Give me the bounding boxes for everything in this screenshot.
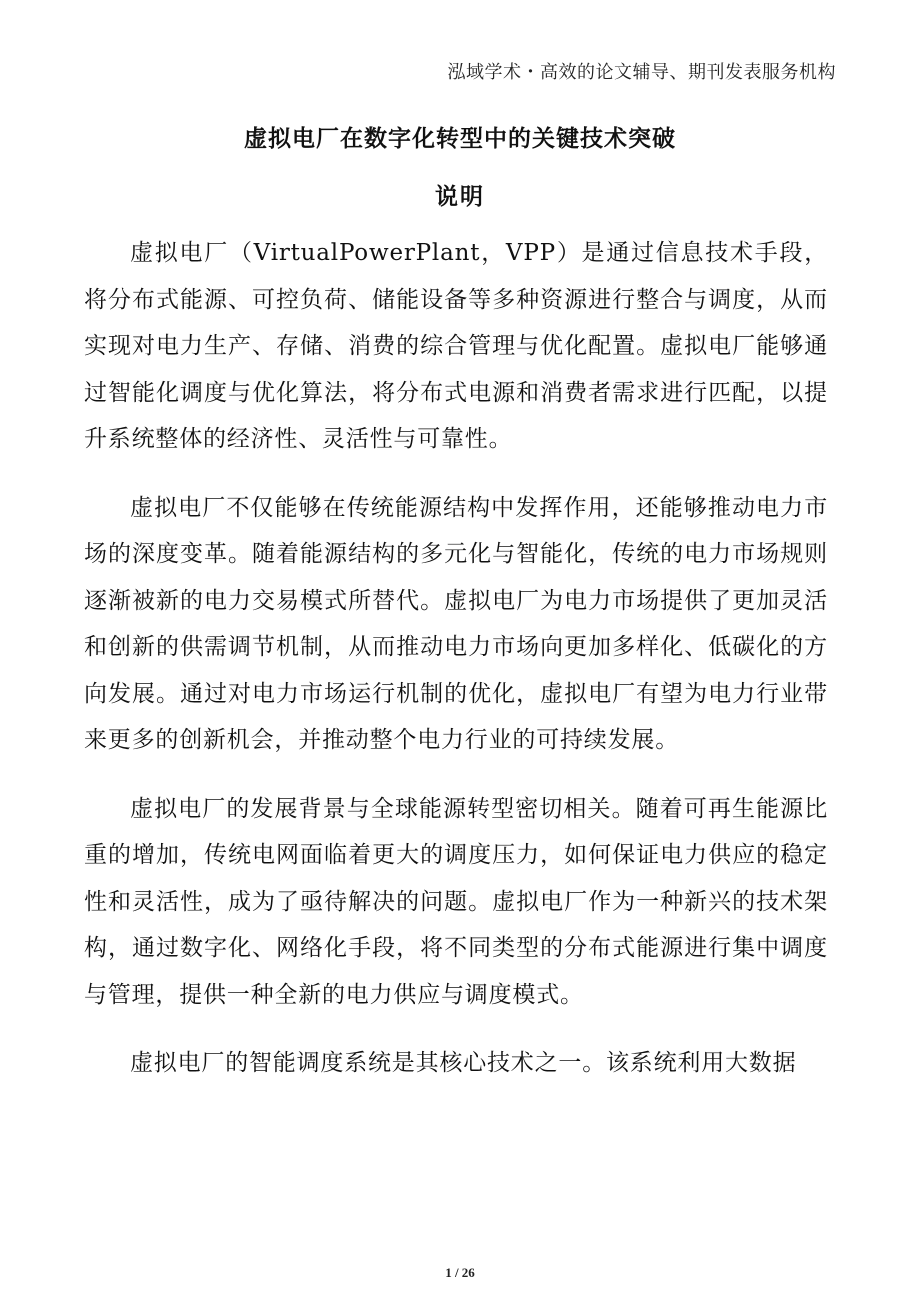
paragraph-2: 虚拟电厂不仅能够在传统能源结构中发挥作用，还能够推动电力市场的深度变革。随着能源结构的多元化与智能化，传统的电力市场规则逐渐被新的电力交易模式所替代。虚拟电厂为电力市场提供了更加灵活和创新的供需调节机制，从而推动电力市场向更加多样化、低碳化的方向发展。通过对电力市场运行机制的优化，虚拟电厂有望为电力行业带来更多的创新机会，并推动整个电力行业的可持续发展。	[84, 494, 828, 753]
document-body	[84, 230, 828, 1109]
page-number: 1 / 26	[445, 1265, 475, 1280]
paragraph-4: 虚拟电厂的智能调度系统是其核心技术之一。该系统利用大数据	[130, 1050, 797, 1076]
document-subtitle: 说明	[435, 184, 485, 210]
paragraph-3: 虚拟电厂的发展背景与全球能源转型密切相关。随着可再生能源比重的增加，传统电网面临着更大的调度压力，如何保证电力供应的稳定性和灵活性，成为了亟待解决的问题。虚拟电厂作为一种新兴的技术架构，通过数字化、网络化手段，将不同类型的分布式能源进行集中调度与管理，提供一种全新的电力供应与调度模式。	[84, 795, 828, 1008]
header-org-text: 泓域学术・高效的论文辅导、期刊发表服务机构	[447, 62, 836, 83]
document-title: 虚拟电厂在数字化转型中的关键技术突破	[244, 126, 676, 152]
paragraph-1: 虚拟电厂（VirtualPowerPlant，VPP）是通过信息技术手段，将分布式能源、可控负荷、储能设备等多种资源进行整合与调度，从而实现对电力生产、存储、消费的综合管理与优化配置。虚拟电厂能够通过智能化调度与优化算法，将分布式电源和消费者需求进行匹配，以提升系统整体的经济性、灵活性与可靠性。	[84, 240, 828, 452]
page-header	[448, 58, 837, 84]
